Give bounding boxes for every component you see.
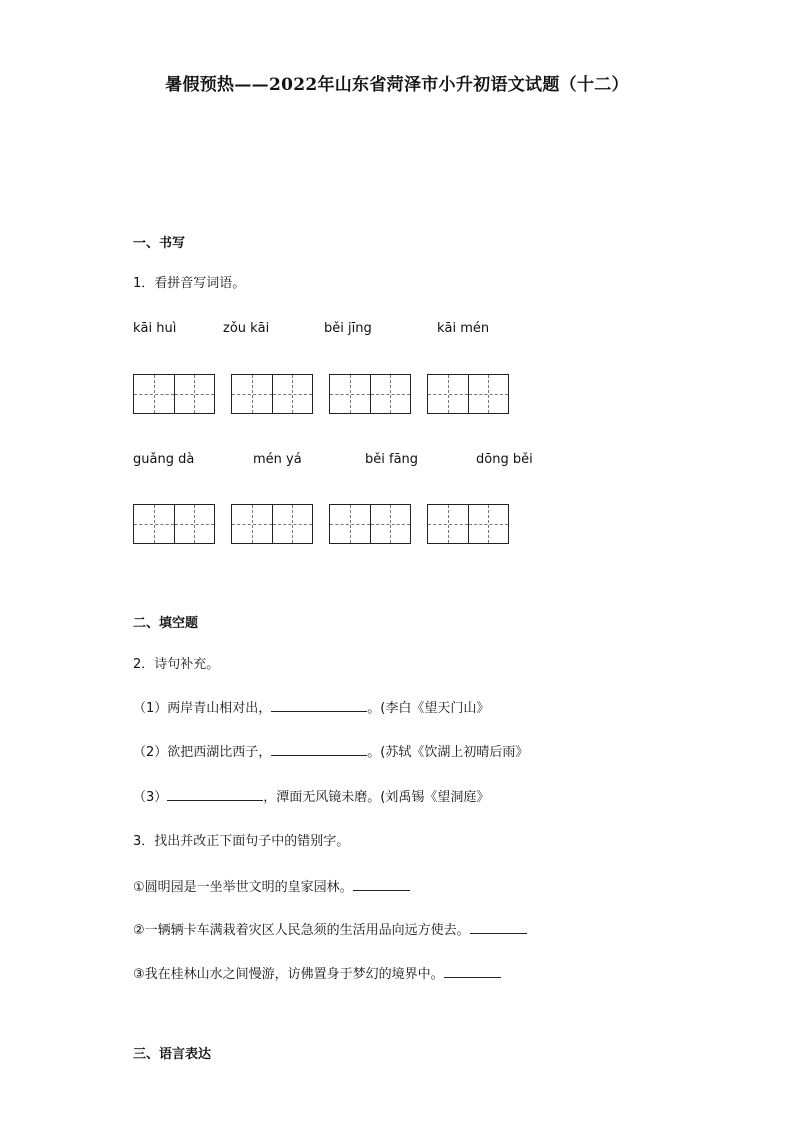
answer-grid[interactable] [231, 374, 313, 414]
answer-blank[interactable] [470, 920, 527, 934]
section-heading-language-expression: 三、语言表达 [133, 1047, 212, 1062]
poem-line [133, 697, 489, 716]
section-heading-fill-in: 二、填空题 [133, 616, 199, 631]
answer-grid[interactable] [427, 374, 509, 414]
answer-blank[interactable] [353, 877, 410, 891]
poem-line [133, 786, 489, 805]
answer-grid[interactable] [329, 374, 411, 414]
pinyin-label: běi fāng [365, 452, 419, 467]
pinyin-label: dōng běi [476, 452, 533, 467]
sentence-text: ③我在桂林山水之间慢游，访佛置身于梦幻的境界中。 [133, 967, 444, 982]
poem-suffix: 。(李白《望天门山》 [367, 701, 490, 716]
answer-grid[interactable] [427, 504, 509, 544]
answer-blank[interactable] [271, 742, 367, 756]
pinyin-label: zǒu kāi [223, 321, 270, 336]
answer-blank[interactable] [167, 787, 263, 801]
pinyin-label: kāi mén [437, 321, 490, 336]
question-1-prompt: 1．看拼音写词语。 [133, 276, 246, 291]
pinyin-label: běi jīng [324, 321, 372, 336]
poem-suffix: ，潭面无风镜未磨。(刘禹锡《望洞庭》 [263, 790, 490, 805]
question-2-prompt: 2．诗句补充。 [133, 657, 220, 672]
poem-prefix: （3） [133, 790, 168, 805]
poem-line [133, 741, 528, 760]
pinyin-label: kāi huì [133, 321, 177, 336]
answer-blank[interactable] [444, 964, 501, 978]
sentence-text: ②一辆辆卡车满栽着灾区人民急须的生活用品向远方使去。 [133, 923, 470, 938]
sentence-item [133, 919, 527, 938]
pinyin-label: mén yá [253, 452, 302, 467]
answer-blank[interactable] [271, 698, 367, 712]
answer-grid[interactable] [133, 504, 215, 544]
sentence-text: ①圆明园是一坐举世文明的皇家园林。 [133, 880, 353, 895]
sentence-item [133, 963, 501, 982]
answer-grid[interactable] [329, 504, 411, 544]
poem-suffix: 。(苏轼《饮湖上初晴后雨》 [367, 745, 529, 760]
answer-grid[interactable] [133, 374, 215, 414]
answer-grid[interactable] [231, 504, 313, 544]
section-heading-writing: 一、书写 [133, 236, 186, 251]
poem-prefix: （1）两岸青山相对出， [133, 701, 272, 716]
pinyin-label: guǎng dà [133, 452, 195, 467]
question-3-prompt: 3．找出并改正下面句子中的错别字。 [133, 834, 350, 849]
poem-prefix: （2）欲把西湖比西子， [133, 745, 272, 760]
sentence-item [133, 876, 410, 895]
page-title: 暑假预热——2022年山东省菏泽市小升初语文试题（十二） [165, 75, 629, 95]
